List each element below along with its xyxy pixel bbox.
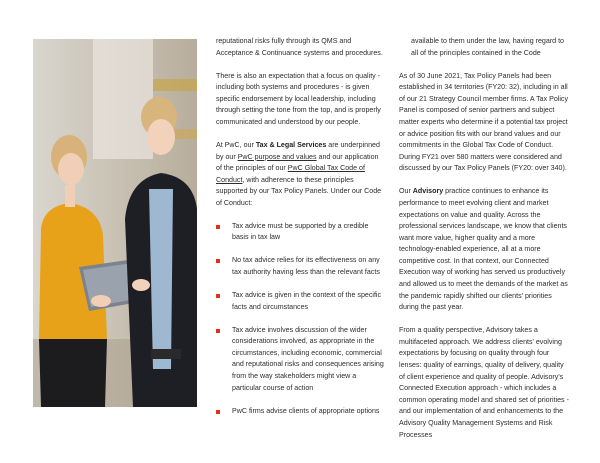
right-paragraph-0: available to them under the law, having regard to all of the principles contained in the Code — [411, 37, 565, 57]
bullet-text: No tax advice relies for its effectiveness on any tax authority having less than the relevant facts — [232, 256, 380, 277]
office-workers-photo — [33, 39, 197, 407]
mid-paragraph-1: reputational risks fully through its QMS and Acceptance & Continuance systems and procedures. — [216, 37, 383, 57]
mid-paragraph-2: There is also an expectation that a focus on quality - including both systems and procedures - is given specific endorsement by local leadership, including through setting the tone from the top, and is properly communicated and understood by our people. — [216, 71, 381, 126]
global-tax-code-link[interactable]: PwC Global Tax Code of Conduct — [216, 164, 365, 184]
bullet-text: PwC firms advise clients of appropriate options — [232, 406, 380, 415]
purpose-values-link[interactable]: PwC purpose and values — [237, 152, 317, 161]
mid-paragraph-3 — [216, 140, 386, 210]
right-paragraph-3: From a quality perspective, Advisory takes a multifaceted approach. We address clients' evolving expectations by focusing on quality through four lenses: quality of earnings, quality of delivery, quality of client experience and quality of people. Advisory's Connected Execution approach - which includes a common operating model and shared set of priorities - and our implementation of and enhancements to the Advisory Quality Management Systems and Risk Processes — [399, 326, 569, 439]
advisory-bold: Advisory — [412, 187, 444, 196]
bullet-square-icon — [216, 294, 220, 298]
p3-text-b: are underpinned by our — [216, 140, 380, 161]
list-item — [216, 221, 386, 244]
bullet-square-icon — [216, 329, 220, 333]
bullet-text: Tax advice must be supported by a credible basis in tax law — [232, 221, 369, 242]
bullet-square-icon — [216, 225, 220, 229]
list-item — [216, 325, 386, 395]
p2-text-b: practice continues to enhance its performance to meet evolving client and market expectations on value and quality. Across the professional services landscape, we know that clients want more value, higher quality and a more technology-enabled experience, all at a more competitive cost. In that context, our Connected Execution way of working has served us productively and allowed us to meet the demands of the market as the pandemic rapidly shifted our clients' priorities during the past year. — [399, 187, 568, 312]
bullet-square-icon — [216, 259, 220, 263]
bullet-text: Tax advice involves discussion of the wider considerations involved, as appropriate in the circumstances, including economic, commercial and reputational risks and consequences arising from the way stakeholders might view a particular course of action — [232, 325, 384, 392]
right-column — [399, 36, 569, 453]
list-item — [216, 406, 386, 418]
bullet-square-icon — [216, 410, 220, 414]
list-item — [216, 290, 386, 313]
list-item — [216, 255, 386, 278]
bullet-text: Tax advice is given in the context of the specific facts and circumstances — [232, 291, 382, 311]
right-paragraph-1: As of 30 June 2021, Tax Policy Panels had been established in 34 territories (FY20: 32), including in all of our 21 Strategy Council member firms. A Tax Policy Panel is composed of senior partners and subject matter experts who determine if a potential tax project or advice position fits with our brand values and our commitments in the Global Tax Code of Conduct. During FY21 over 580 matters were considered and discussed by our Tax Policy Panels (FY20: over 340). — [399, 71, 569, 173]
right-paragraph-2 — [399, 186, 569, 314]
tax-legal-services-bold: Tax & Legal Services — [255, 140, 327, 149]
p3-text-d: , with adherence to these principles supported by our Tax Policy Panels. Under our Code of Conduct: — [216, 175, 382, 207]
p2-text-a: Our — [399, 187, 413, 196]
p3-text-a: At PwC, our — [216, 140, 256, 149]
p3-text-c: and our application of the principles of our — [216, 152, 379, 173]
code-of-conduct-list — [216, 221, 386, 417]
middle-column — [216, 36, 386, 429]
